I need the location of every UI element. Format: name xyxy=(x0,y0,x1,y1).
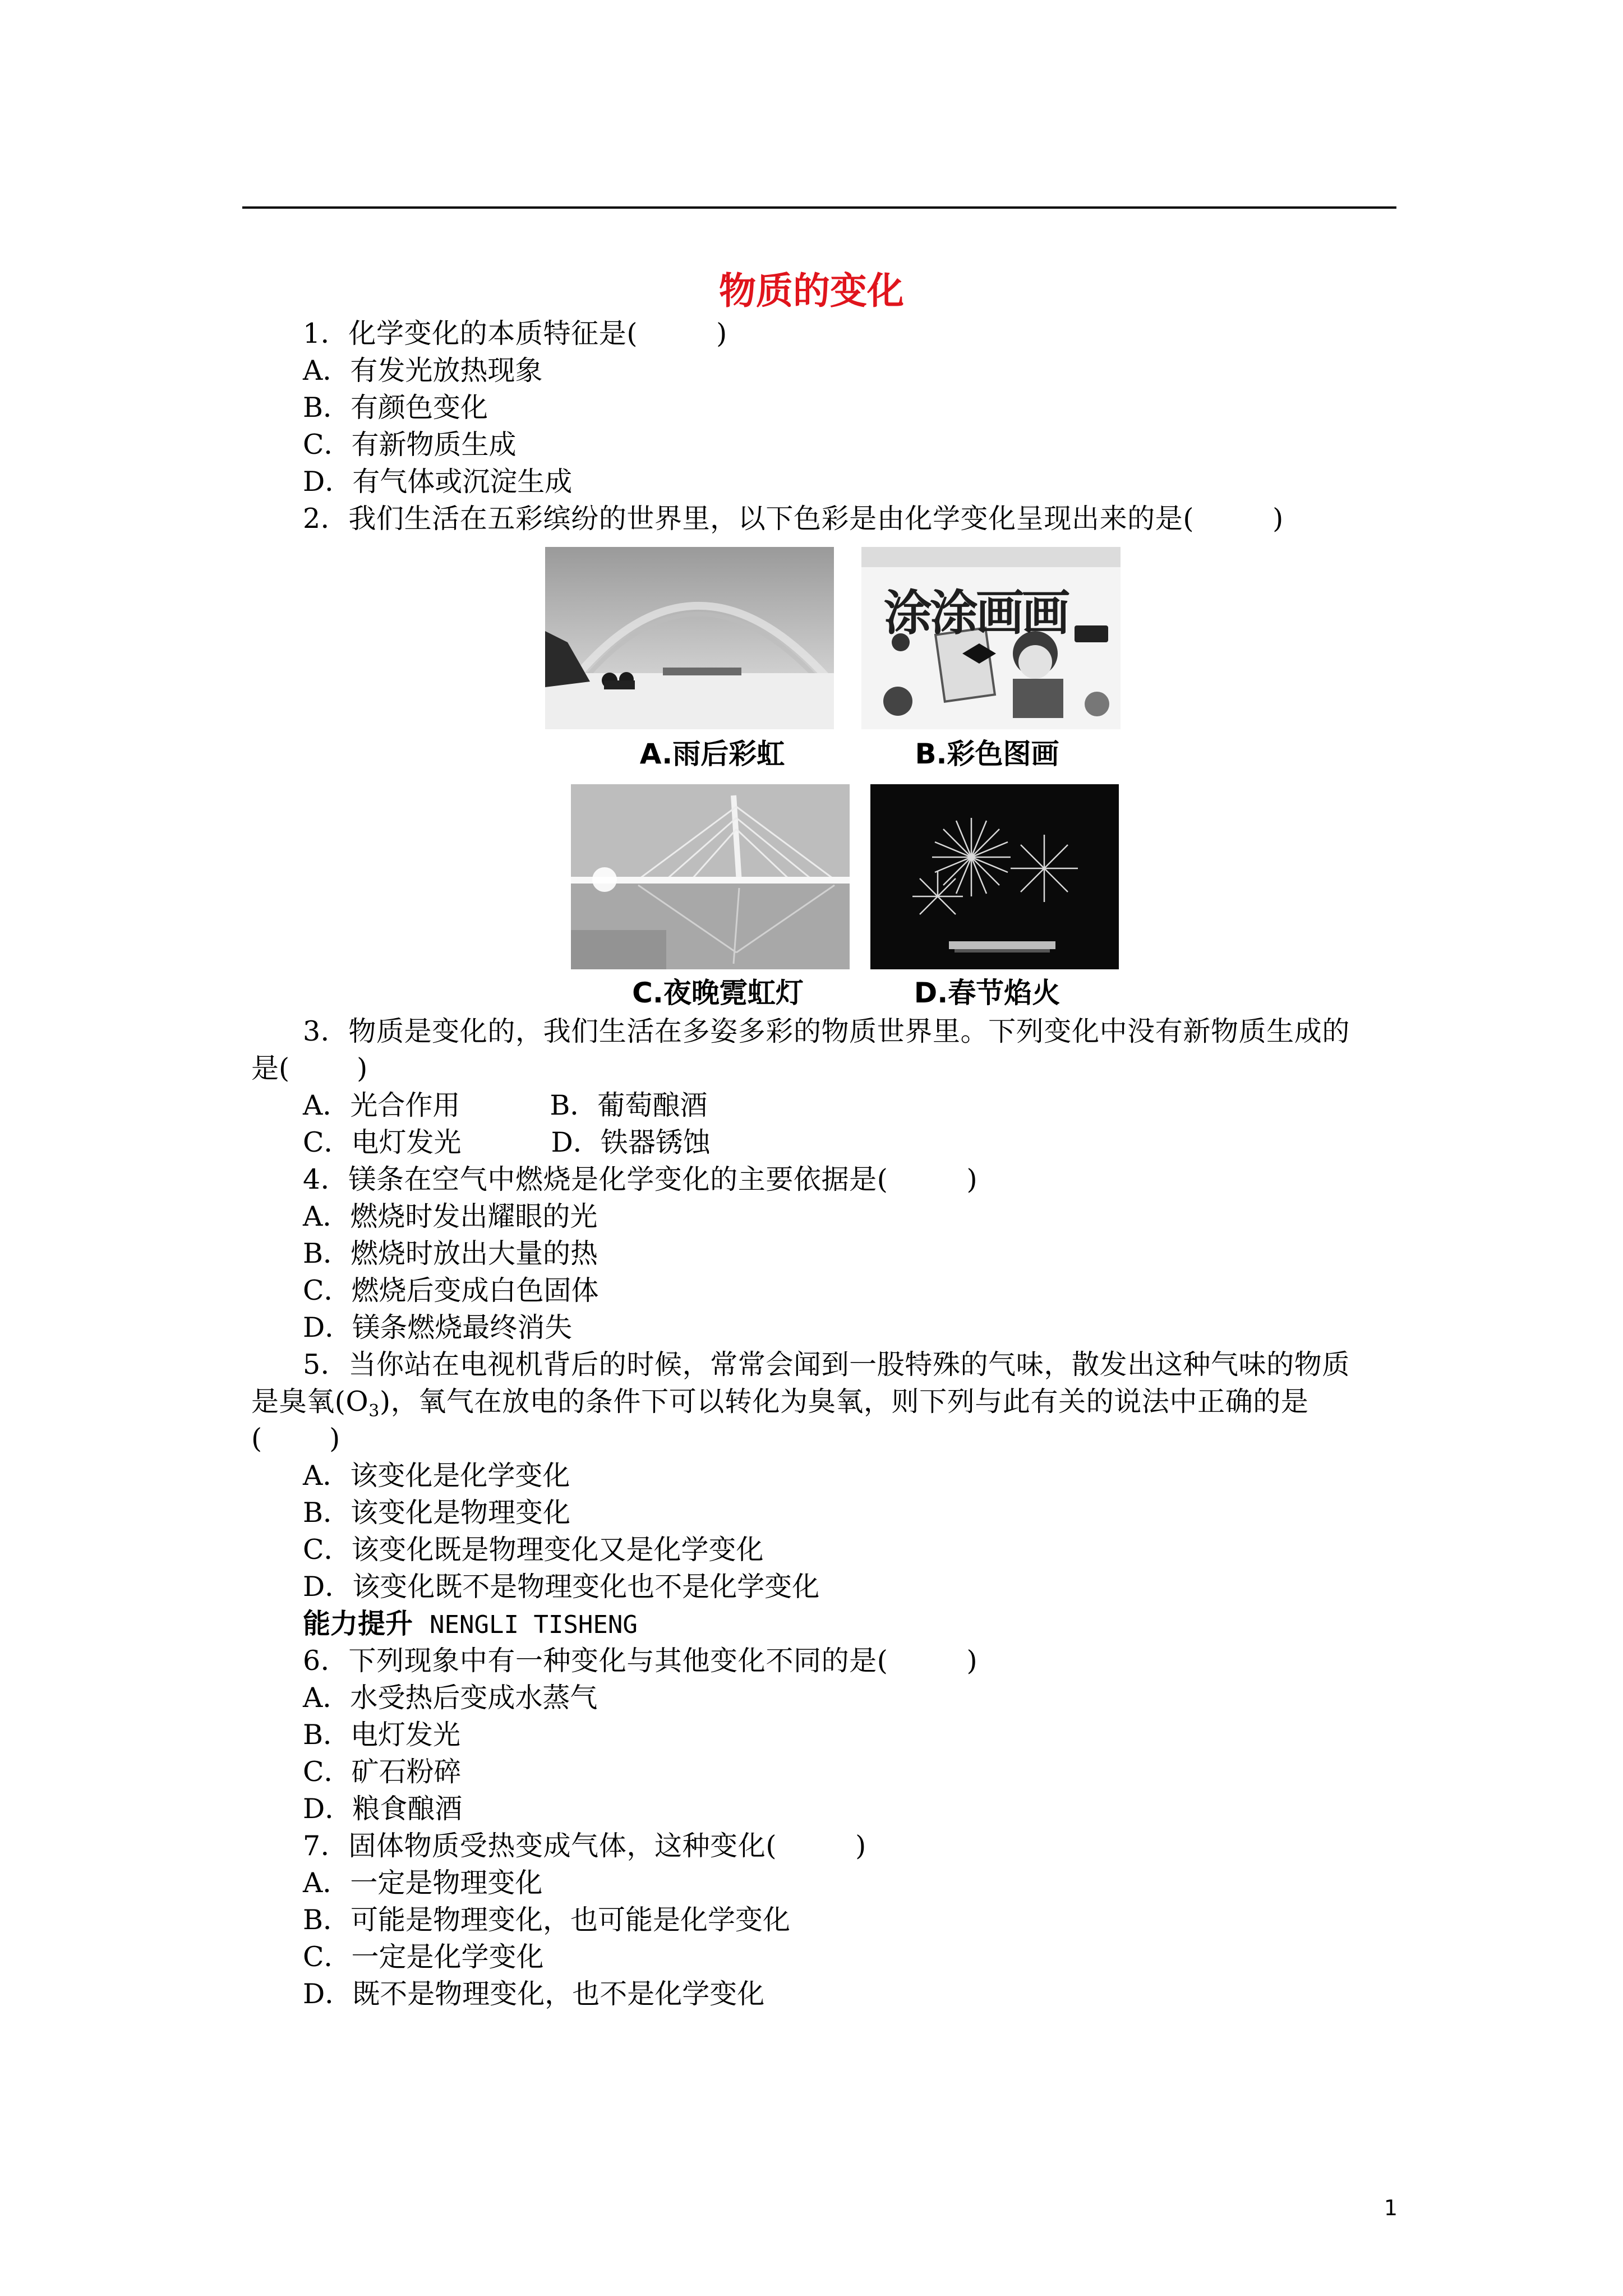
question-4-option-b: B．燃烧时放出大量的热 xyxy=(303,1237,598,1269)
question-5-option-c: C．该变化既是物理变化又是化学变化 xyxy=(303,1534,764,1566)
page-number: 1 xyxy=(1384,2196,1398,2220)
caption-b: B.彩色图画 xyxy=(915,738,1059,770)
question-4-stem: 4．镁条在空气中燃烧是化学变化的主要依据是( ) xyxy=(303,1163,978,1195)
question-3-stem-line2: 是( ) xyxy=(251,1052,368,1084)
question-5-stem-line1: 5．当你站在电视机背后的时候，常常会闻到一股特殊的气味，散发出这种气味的物质 xyxy=(303,1349,1350,1381)
book-cover-title: 涂涂画画 xyxy=(884,585,1068,641)
question-6-option-b: B．电灯发光 xyxy=(303,1719,461,1751)
question-1-option-d: D．有气体或沉淀生成 xyxy=(303,466,573,498)
question-6-option-d: D．粮食酿酒 xyxy=(303,1793,463,1825)
question-7-stem: 7．固体物质受热变成气体，这种变化( ) xyxy=(303,1830,866,1862)
question-1-option-b: B．有颜色变化 xyxy=(303,392,488,424)
caption-a: A.雨后彩虹 xyxy=(639,738,785,770)
question-6-stem: 6．下列现象中有一种变化与其他变化不同的是( ) xyxy=(303,1645,978,1677)
question-1-option-c: C．有新物质生成 xyxy=(303,429,517,461)
caption-c: C.夜晚霓虹灯 xyxy=(632,977,804,1009)
question-7-option-c: C．一定是化学变化 xyxy=(303,1941,544,1973)
question-5-stem-line2: 是臭氧$(O_3)$，氧气在放电的条件下可以转化为臭氧，则下列与此有关的说法中正确的是 xyxy=(251,1386,1309,1421)
rainbow-photo xyxy=(545,547,834,729)
picture-book-cover xyxy=(861,547,1121,729)
question-3-options-cd: C．电灯发光 D．铁器锈蚀 xyxy=(303,1126,711,1158)
page-title: 物质的变化 xyxy=(719,269,904,312)
header-rule xyxy=(242,206,1396,209)
question-4-option-a: A．燃烧时发出耀眼的光 xyxy=(303,1200,598,1232)
caption-d: D.春节焰火 xyxy=(914,977,1061,1009)
question-7-option-b: B．可能是物理变化，也可能是化学变化 xyxy=(303,1904,791,1936)
question-6-option-a: A．水受热后变成水蒸气 xyxy=(303,1682,598,1714)
question-2-stem: 2．我们生活在五彩缤纷的世界里，以下色彩是由化学变化呈现出来的是( ) xyxy=(303,503,1284,535)
question-3-options-ab: A．光合作用 B．葡萄酿酒 xyxy=(303,1089,708,1121)
question-7-option-d: D．既不是物理变化，也不是化学变化 xyxy=(303,1978,765,2010)
question-5-stem-line3: ( ) xyxy=(251,1423,340,1455)
question-3-stem-line1: 3．物质是变化的，我们生活在多姿多彩的物质世界里。下列变化中没有新物质生成的 xyxy=(303,1015,1350,1047)
question-5-option-d: D．该变化既不是物理变化也不是化学变化 xyxy=(303,1571,820,1603)
night-bridge-photo xyxy=(571,784,850,969)
question-5-option-a: A．该变化是化学变化 xyxy=(303,1460,570,1492)
question-1-option-a: A．有发光放热现象 xyxy=(303,355,543,386)
fireworks-photo xyxy=(870,784,1119,969)
question-1-stem: 1．化学变化的本质特征是( ) xyxy=(303,318,727,349)
section-heading: 能力提升 NENGLI TISHENG xyxy=(303,1608,638,1640)
question-4-option-c: C．燃烧后变成白色固体 xyxy=(303,1274,599,1306)
question-6-option-c: C．矿石粉碎 xyxy=(303,1756,462,1788)
question-4-option-d: D．镁条燃烧最终消失 xyxy=(303,1312,573,1343)
question-5-option-b: B．该变化是物理变化 xyxy=(303,1497,571,1529)
question-7-option-a: A．一定是物理变化 xyxy=(303,1867,543,1899)
